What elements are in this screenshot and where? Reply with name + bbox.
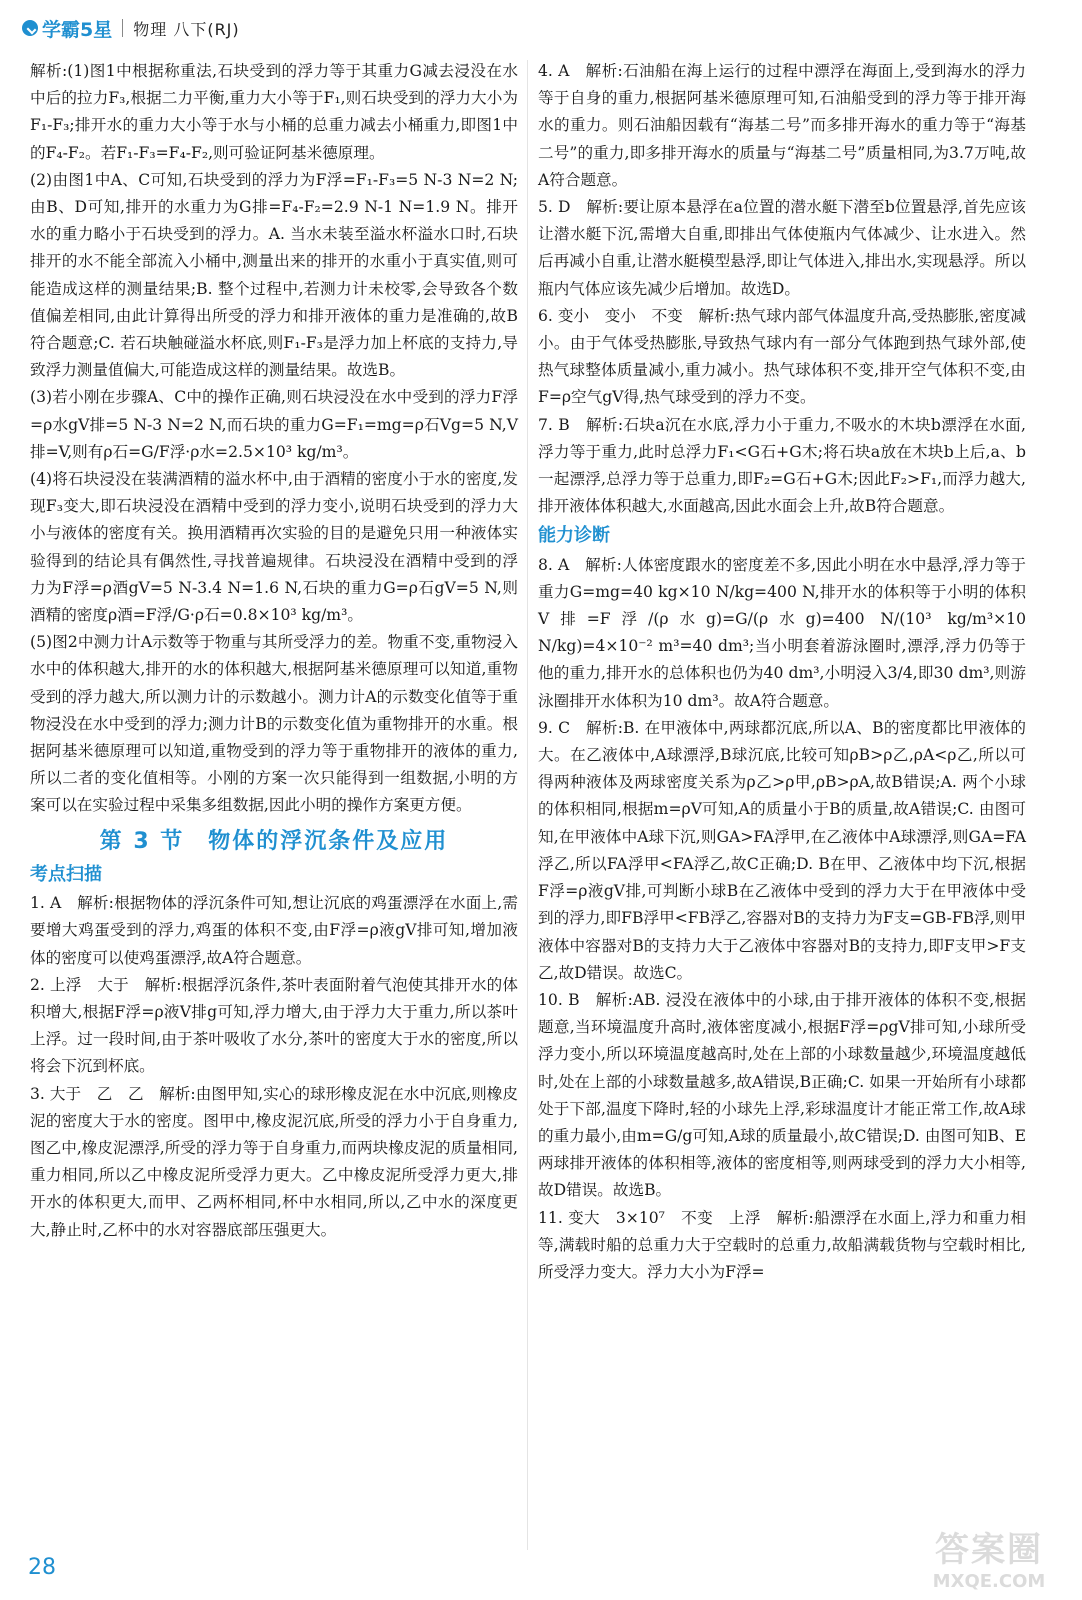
subhead-nengli: 能力诊断 bbox=[538, 525, 610, 547]
answer-paragraph-3: (3)若小刚在步骤A、C中的操作正确,则石块浸没在水中受到的浮力F浮=ρ水gV排=5 N-3 N=2 N,而石块的重力G=F₁=mg=ρ石Vg=5 N,V排=V,则有ρ石=G/F浮·ρ水=2.5×10³ kg/m³。 bbox=[30, 388, 518, 461]
watermark-url: MXQE.COM bbox=[932, 1571, 1046, 1592]
brand-check-icon bbox=[22, 20, 38, 36]
right-column bbox=[538, 58, 1026, 1286]
question-8: 8. A 解析:人体密度跟水的密度差不多,因此小明在水中悬浮,浮力等于重力G=mg=40 kg×10 N/kg=400 N,排开水的体积等于小明的体积V排=F浮/(ρ水g)=G/(ρ水g)=400 N/(10³ kg/m³×10 N/kg)=4×10⁻² m³=40 dm³;当小明套着游泳圈时,漂浮,浮力仍等于他的重力,排开水的总体积也仍为40 dm³,小明浸入3/4,即30 dm³,则游泳圈排开水体积为10 dm³。故A符合题意。 bbox=[538, 555, 1026, 710]
column-divider bbox=[527, 60, 528, 1550]
question-5: 5. D 解析:要让原本悬浮在a位置的潜水艇下潜至b位置悬浮,首先应该让潜水艇下沉,需增大自重,即排出气体使瓶内气体减少、让水进入。然后再减小自重,让潜水艇模型悬浮,即让气体进入,排出水,实现悬浮。所以瓶内气体应该先减少后增加。故选D。 bbox=[538, 198, 1026, 298]
question-7: 7. B 解析:石块a沉在水底,浮力小于重力,不吸水的木块b漂浮在水面,浮力等于重力,此时总浮力F₁<G石+G木;将石块a放在木块b上后,a、b一起漂浮,总浮力等于总重力,即F₂=G石+G木;因此F₂>F₁,而浮力越大,排开液体体积越大,水面越高,因此水面会上升,故B符合题意。 bbox=[538, 415, 1026, 516]
question-4: 4. A 解析:石油船在海上运行的过程中漂浮在海面上,受到海水的浮力等于自身的重力,根据阿基米德原理可知,石油船受到的浮力等于排开海水的重力。则石油船因载有“海基二号”而多排开海水的重力等于“海基二号”的重力,即多排开海水的质量与“海基二号”质量相同,为3.7万吨,故A符合题意。 bbox=[538, 62, 1026, 189]
answer-paragraph-5: (5)图2中测力计A示数等于物重与其所受浮力的差。物重不变,重物浸入水中的体积越大,排开的水的体积越大,根据阿基米德原理可以知道,重物受到的浮力越大,所以测力计的示数越小。测力计A的示数变化值等于重物浸没在水中受到的浮力;测力计B的示数变化值为重物排开的水重。根据阿基米德原理可以知道,重物受到的浮力等于重物排开的液体的重力,所以二者的变化值相等。小刚的方案一次只能得到一组数据,小明的方案可以在实验过程中采集多组数据,因此小明的操作方案更方便。 bbox=[30, 633, 518, 815]
question-6: 6. 变小 变小 不变 解析:热气球内部气体温度升高,受热膨胀,密度减小。由于气体受热膨胀,导致热气球内有一部分气体跑到热气球外部,使热气球整体质量减小,重力减小。热气球体积不变,排开空气体积不变,由F=ρ空气gV得,热气球受到的浮力不变。 bbox=[538, 306, 1026, 407]
page-number: 28 bbox=[28, 1555, 56, 1580]
answer-paragraph-4: (4)将石块浸没在装满酒精的溢水杯中,由于酒精的密度小于水的密度,发现F₃变大,即石块浸没在酒精中受到的浮力变小,说明石块受到的浮力大小与液体的密度有关。换用酒精再次实验的目的是避免只用一种液体实验得到的结论具有偶然性,寻找普遍规律。石块浸没在酒精中受到的浮力为F浮=ρ酒gV=5 N-3.4 N=1.6 N,石块的重力G=ρ石gV=5 N,则酒精的密度ρ酒=F浮/G·ρ石=0.8×10³ kg/m³。 bbox=[30, 470, 518, 625]
question-2: 2. 上浮 大于 解析:根据浮沉条件,茶叶表面附着气泡使其排开水的体积增大,根据F浮=ρ液V排g可知,浮力增大,由于浮力大于重力,所以茶叶上浮。过一段时间,由于茶叶吸收了水分,茶叶的密度大于水的密度,所以将会下沉到杯底。 bbox=[30, 975, 518, 1076]
question-10: 10. B 解析:AB. 浸没在液体中的小球,由于排开液体的体积不变,根据题意,当环境温度升高时,液体密度减小,根据F浮=ρgV排可知,小球所受浮力变小,所以环境温度越高时,处在上部的小球数量越少,环境温度越低时,处在上部的小球数量越多,故A错误,B正确;C. 如果一开始所有小球都处于下部,温度下降时,轻的小球先上浮,彩球温度计才能正常工作,故A球的重力最小,由m=G/g可知,A球的质量最小,故C错误;D. 由图可知B、E两球排开液体的体积相等,液体的密度相等,则两球受到的浮力大小相等,故D错误。故选B。 bbox=[538, 990, 1026, 1200]
section-title: 第 3 节 物体的浮沉条件及应用 bbox=[99, 828, 449, 854]
watermark bbox=[914, 1522, 1064, 1592]
subhead-kaodian: 考点扫描 bbox=[30, 863, 102, 885]
header-divider bbox=[122, 19, 123, 37]
page-header bbox=[22, 10, 1062, 46]
brand-name: 学霸5星 bbox=[42, 18, 113, 41]
header-subject: 物理 八下(RJ) bbox=[133, 19, 240, 39]
watermark-logo: 答案圈 bbox=[935, 1530, 1043, 1570]
left-column bbox=[30, 58, 518, 1244]
question-3: 3. 大于 乙 乙 解析:由图甲知,实心的球形橡皮泥在水中沉底,则橡皮泥的密度大于水的密度。图甲中,橡皮泥沉底,所受的浮力小于自身重力,图乙中,橡皮泥漂浮,所受的浮力等于自身重力,而两块橡皮泥的质量相同,重力相同,所以乙中橡皮泥所受浮力更大。乙中橡皮泥所受浮力更大,排开水的体积更大,而甲、乙两杯相同,杯中水相同,所以,乙中水的深度更大,静止时,乙杯中的水对容器底部压强更大。 bbox=[30, 1084, 518, 1239]
answer-paragraph-2: (2)由图1中A、C可知,石块受到的浮力为F浮=F₁-F₃=5 N-3 N=2 N;由B、D可知,排开的水重力为G排=F₄-F₂=2.9 N-1 N=1.9 N。排开水的重力略小于石块受到的浮力。A. 当水未装至溢水杯溢水口时,石块排开的水不能全部流入小桶中,测量出来的排开的水重小于真实值,则可能造成这样的测量结果;B. 整个过程中,若测力计未校零,会导致各个数值偏差相同,由此计算得出所受的浮力和排开液体的重力是准确的,故B符合题意;C. 若石块触碰溢水杯底,则F₁-F₃是浮力加上杯底的支持力,导致浮力测量值偏大,可能造成这样的测量结果。故选B。 bbox=[30, 170, 518, 380]
answer-paragraph-1: 解析:(1)图1中根据称重法,石块受到的浮力等于其重力G减去浸没在水中后的拉力F₃,根据二力平衡,重力大小等于F₁,则石块受到的浮力大小为F₁-F₃;排开水的重力大小等于水与小桶的总重力减去小桶重力,即图1中的F₄-F₂。若F₁-F₃=F₄-F₂,则可验证阿基米德原理。 bbox=[30, 62, 518, 162]
question-1: 1. A 解析:根据物体的浮沉条件可知,想让沉底的鸡蛋漂浮在水面上,需要增大鸡蛋受到的浮力,鸡蛋的体积不变,由F浮=ρ液gV排可知,增加液体的密度可以使鸡蛋漂浮,故A符合题意。 bbox=[30, 894, 518, 967]
brand-logo bbox=[22, 15, 112, 42]
question-11: 11. 变大 3×10⁷ 不变 上浮 解析:船漂浮在水面上,浮力和重力相等,满载时船的总重力大于空载时的总重力,故船满载货物与空载时相比,所受浮力变大。浮力大小为F浮= bbox=[538, 1208, 1026, 1281]
question-9: 9. C 解析:B. 在甲液体中,两球都沉底,所以A、B的密度都比甲液体的大。在乙液体中,A球漂浮,B球沉底,比较可知ρB>ρ乙,ρA<ρ乙,所以可得两种液体及两球密度关系为ρ乙>ρ甲,ρB>ρA,故B错误;A. 两个小球的体积相同,根据m=ρV可知,A的质量小于B的质量,故A错误;C. 由图可知,在甲液体中A球下沉,则GA>FA浮甲,在乙液体中A球漂浮,则GA=FA浮乙,所以FA浮甲<FA浮乙,故C正确;D. B在甲、乙液体中均下沉,根据F浮=ρ液gV排,可判断小球B在乙液体中受到的浮力大于在甲液体中受到的浮力,即FB浮甲<FB浮乙,容器对B的支持力为F支=GB-FB浮,则甲液体中容器对B的支持力大于乙液体中容器对B的支持力,即F支甲>F支乙,故D错误。故选C。 bbox=[538, 718, 1026, 982]
